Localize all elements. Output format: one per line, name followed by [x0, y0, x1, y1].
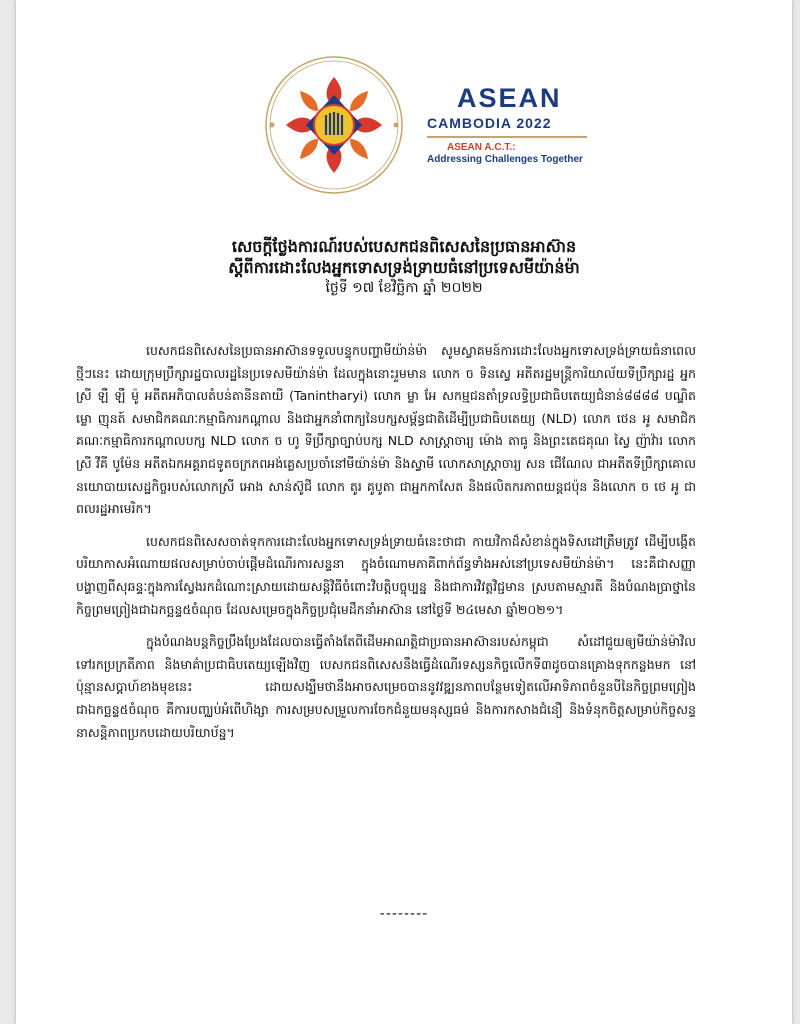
- brand-asean: ASEAN: [457, 83, 562, 113]
- brand-country: CAMBODIA 2022: [427, 115, 552, 131]
- statement-date: ថ្ងៃទី ១៧ ខែវិច្ឆិកា ឆ្នាំ ២០២២: [325, 280, 483, 296]
- paragraph-3: ក្នុងបំណងបន្តកិច្ចប្រឹងប្រែងដែលបានធ្វើតាំងតែពីដើមអាណត្តិជាប្រធានអាស៊ានរបស់កម្ពុជា សំដៅជួយឲ្យមីយ៉ាន់ម៉ាវិលទៅរកប្រក្រតីភាព និងមាគ៌ាប្រជាធិបតេយ្យឡើងវិញ បេសកជនពិសេសនឹងធ្វើដំណើរទស្សនកិច្ចលើកទី៣ដូចបានគ្រោងទុកកន្លងមក នៅប៉ុន្មានសប្ដាហ៍ខាងមុខនេះ ដោយសង្ឃឹមថានឹងអាចសម្រេចបាននូវវឌ្ឍនភាពបន្ថែមទៀតលើអាទិភាពចំនួនបីនៃកិច្ចព្រមព្រៀងជាឯកច្ឆន្ទ៥ចំណុច គឺការបញ្ឈប់អំពើហិង្សា ការសម្របសម្រួលការចែកជំនួយមនុស្សធម៌ និងការកសាងជំនឿ និងទំនុកចិត្តសម្រាប់កិច្ចសន្ទនាសន្តិភាពប្រកបដោយបរិយាប័ន្ន។: [76, 634, 696, 740]
- document-page: [16, 0, 792, 1024]
- title-line-2: ស្ដីពីការដោះលែងអ្នកទោសទ្រង់ទ្រាយធំនៅប្រទេសមីយ៉ាន់ម៉ា: [228, 258, 580, 277]
- statement-title-block: [16, 236, 792, 298]
- paragraph-1: បេសកជនពិសេសនៃប្រធានអាស៊ានទទួលបន្ទុកបញ្ហាមីយ៉ាន់ម៉ា សូមស្វាគមន៍ការដោះលែងអ្នកទោសទ្រង់ទ្រាយធំនាពេលថ្មីៗនេះ ដោយក្រុមប្រឹក្សារដ្ឋបាលរដ្ឋនៃប្រទេសមីយ៉ាន់ម៉ា ដែលក្នុងនោះរួមមាន លោក ច ទិនស្វេ អតីតរដ្ឋមន្ត្រីការិយាល័យទីប្រឹក្សារដ្ឋ អ្នកស្រី ឡឺ ឡឺ ម៉ូ អតីតអភិបាលតំបន់តានីនតាយី (Tanintharyi) លោក ម្លា អែ សកម្មជនតាំទ្រលទ្ធិប្រជាធិបតេយ្យជំនាន់៨៨៨៨ បណ្ឌិត ម្លោ ញុនត៍ សមាជិកគណៈកម្មាធិការកណ្ដាល និងជាអ្នកនាំពាក្យនៃបក្សសម្ព័ន្ធជាតិដើម្បីប្រជាធិបតេយ្យ (NLD) លោក ថេន អូ សមាជិកគណៈកម្មាធិការកណ្ដាលបក្ស NLD លោក ច ហូ ទីប្រឹក្សាច្បាប់បក្ស NLD សាស្ត្រាចារ្យ ម៉ោង តាធូ និងព្រះតេជគុណ ស្វៃ ញ៉ាវ៉ារ លោកស្រី វីគី បូម៉ែន អតីតឯកអគ្គរាជទូតចក្រភពអង់គ្លេសប្រចាំនៅមីយ៉ាន់ម៉ា និងស្វាមី លោកសាស្ត្រាចារ្យ សន ជើណែល ជាអតីតទីប្រឹក្សាគោលនយោបាយសេដ្ឋកិច្ចរបស់លោកស្រី អោង សាន់ស៊ូជី លោក តូរ គូបូតា ជាអ្នកកាសែត និងផលិតករភាពយន្តជប៉ុន និងលោក ច ថេ អូ ជាពលរដ្ឋអាមេរិក។: [76, 343, 696, 517]
- statement-body: [76, 340, 696, 754]
- title-line-1: សេចក្ដីថ្លែងការណ៍របស់បេសកជនពិសេសនៃប្រធានអាស៊ាន: [231, 237, 577, 256]
- theme-short: ASEAN A.C.T.:: [447, 142, 516, 153]
- paragraph-2: បេសកជនពិសេសចាត់ទុកការដោះលែងអ្នកទោសទ្រង់ទ្រាយធំនេះថាជា កាយវិកាដ៏សំខាន់ក្នុងទិសដៅត្រឹមត្រូវ ដើម្បីបង្កើតបរិយាកាសអំណោយផលសម្រាប់ចាប់ផ្ដើមដំណើរការសន្ទនា ក្នុងចំណោមភាគីពាក់ព័ន្ធទាំងអស់នៅប្រទេសមីយ៉ាន់ម៉ា។ នេះគឺជាសញ្ញាបង្ហាញពីសុឆន្ទៈក្នុងការស្វែងរកដំណោះស្រាយដោយសន្តិវិធីចំពោះវិបត្តិបច្ចុប្បន្ន និងជាការវិវត្តវិជ្ជមាន ស្របតាមស្មារតី និងបំណងប្រាថ្នានៃកិច្ចព្រមព្រៀងជាឯកច្ឆន្ទ៥ចំណុច ដែលសម្រេចក្នុងកិច្ចប្រជុំមេដឹកនាំអាស៊ាន នៅថ្ងៃទី ២៤មេសា ឆ្នាំ២០២១។: [76, 533, 696, 617]
- asean-cambodia-emblem: [264, 55, 404, 195]
- letterhead: [264, 55, 594, 195]
- brand-block: [427, 83, 607, 166]
- theme-full: Addressing Challenges Together: [427, 154, 583, 165]
- brand-divider: [427, 136, 587, 138]
- end-divider: --------: [379, 906, 429, 922]
